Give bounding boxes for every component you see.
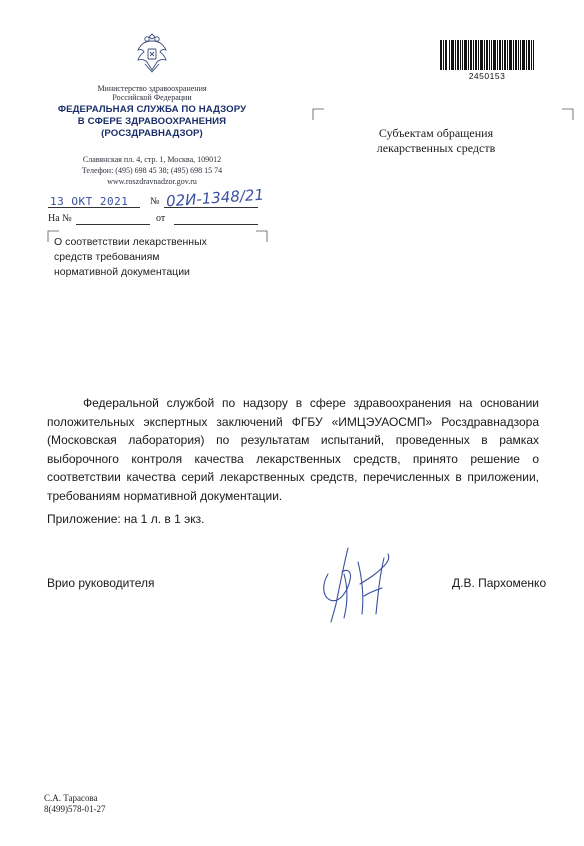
signer-name: Д.В. Пархоменко (452, 576, 547, 590)
addressee-corner-right (562, 108, 574, 120)
date-underline (48, 207, 140, 208)
signer-title: Врио руководителя (47, 576, 155, 590)
attachment-note: Приложение: на 1 л. в 1 экз. (47, 512, 205, 526)
service-name-line2: В СФЕРЕ ЗДРАВООХРАНЕНИЯ (77, 116, 227, 127)
handwritten-signature (314, 544, 404, 626)
number-label: № (150, 196, 160, 207)
ministry-name-line1: Министерство здравоохранения (97, 84, 207, 93)
ministry-name-line2: Российской Федерации (112, 93, 192, 102)
service-phone: Телефон: (495) 698 45 38; (495) 698 15 74 (81, 166, 223, 175)
service-name-line1: ФЕДЕРАЛЬНАЯ СЛУЖБА ПО НАДЗОРУ (57, 104, 247, 115)
subject-corner-right (256, 230, 268, 242)
coat-of-arms-icon (133, 30, 171, 76)
ref-date-label: от (156, 213, 166, 224)
executor-phone: 8(499)578-01-27 (44, 804, 106, 814)
barcode (440, 40, 534, 70)
subject-line2: средств требованиям (54, 251, 160, 263)
body-paragraph: Федеральной службой по надзору в сфере здравоохранения на основании положительных экспертных заключений ФГБУ «ИМЦЭУАОСМП» Росздравнадзора (Московская лаборатория) по результатам испытаний, проведенных в рамках выборочного контроля качества лекарственных средств, принято решение о соответствии качества серий лекарственных средств, перечисленных в приложении, требованиям нормативной документации. (47, 396, 539, 503)
subject (54, 235, 254, 280)
service-website: www.roszdravnadzor.gov.ru (107, 177, 197, 186)
addressee-line2: лекарственных средств (376, 141, 496, 155)
addressee-line1: Субъектам обращения (378, 126, 494, 140)
service-name-line3: (РОСЗДРАВНАДЗОР) (101, 128, 203, 139)
executor-name: С.А. Тарасова (44, 793, 98, 803)
ref-number-label: На № (48, 213, 72, 224)
barcode-number: 2450153 (468, 71, 506, 81)
date-stamp: 13 ОКТ 2021 (50, 195, 129, 208)
outgoing-number: 02И-1348/21 (165, 185, 265, 211)
number-underline (164, 207, 258, 208)
ref-number-underline (76, 224, 150, 225)
subject-line3: нормативной документации (54, 266, 190, 278)
service-address: Славянская пл. 4, стр. 1, Москва, 109012 (82, 155, 222, 164)
subject-line1: О соответствии лекарственных (54, 236, 207, 248)
ref-date-underline (174, 224, 258, 225)
addressee-corner-left (312, 108, 324, 120)
addressee (356, 126, 516, 156)
